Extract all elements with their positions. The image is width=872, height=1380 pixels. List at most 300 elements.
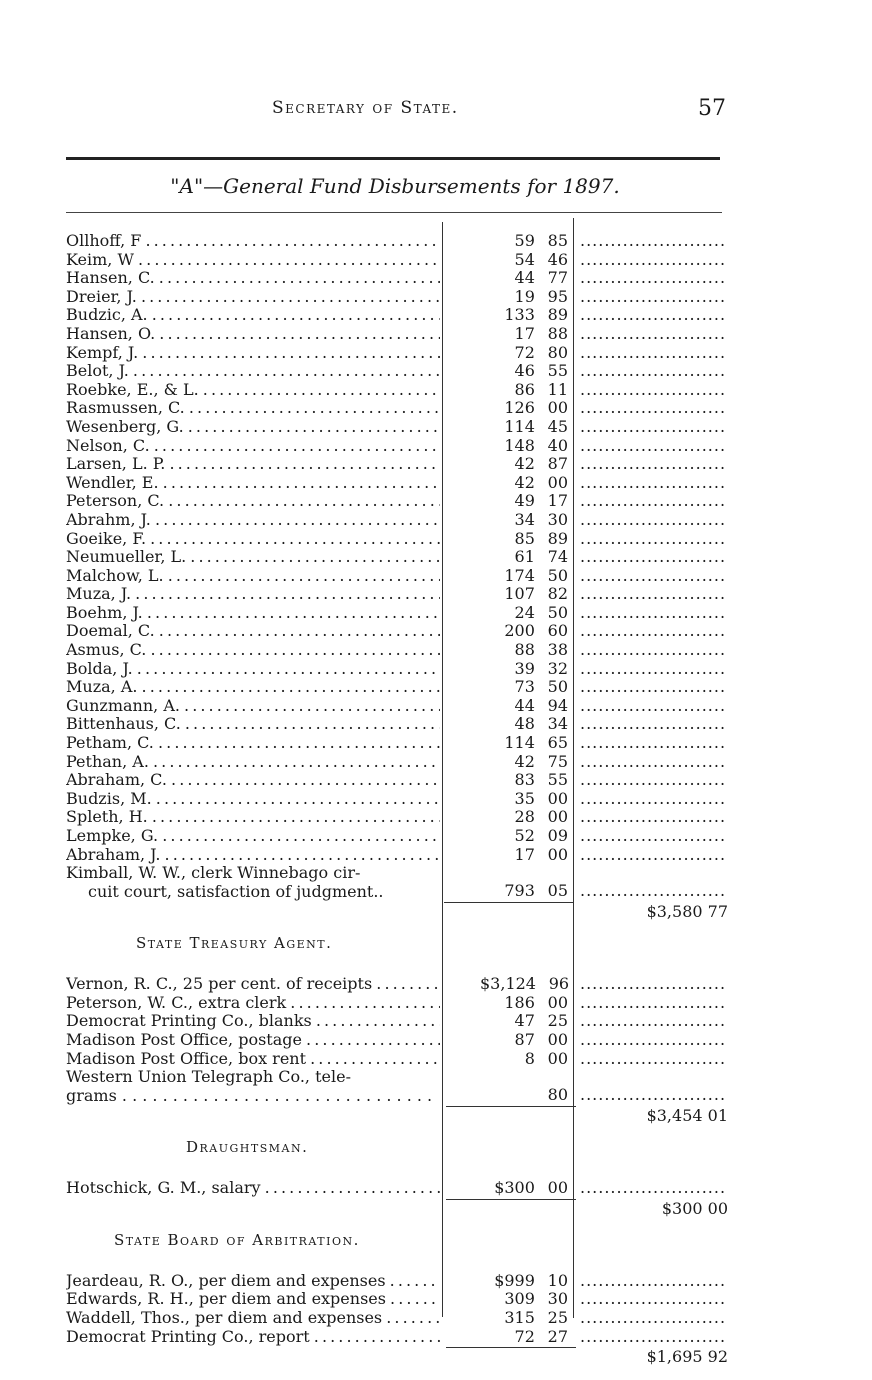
row-amount: [480, 697, 568, 716]
row-name: Hansen, C. . . .: [66, 269, 440, 288]
amount-dollars: 85: [514, 528, 535, 548]
row-name: Kimball, W. W., clerk Winnebago cir- cuit court, satisfaction of judgment..: [66, 864, 440, 901]
row-amount: [480, 622, 568, 641]
leader-dots: [580, 437, 725, 456]
amount-cents: 11: [547, 379, 568, 399]
amount-dollars: 315: [504, 1307, 535, 1327]
row-name: Gunzmann, A. . . .: [66, 697, 440, 716]
amount-dollars: 34: [514, 509, 535, 529]
amount-dollars: 88: [514, 640, 535, 660]
amount-cents: 74: [547, 547, 568, 567]
subtotal-rule: [446, 1199, 576, 1200]
leader-dots: [580, 288, 725, 307]
amount-cents: 09: [547, 826, 568, 845]
amount-cents: 77: [547, 268, 568, 288]
amount-dollars: 48: [514, 714, 535, 734]
row-name: Hansen, O. . . .: [66, 325, 440, 344]
amount-cents: 85: [547, 231, 568, 250]
row-amount: [480, 715, 568, 734]
amount-dollars: 54: [514, 249, 535, 269]
row-name: Ollhoff, F . . .: [66, 232, 440, 251]
amount-cents: 30: [547, 1289, 568, 1309]
table-row: [66, 399, 736, 418]
amount-dollars: 200: [504, 621, 535, 641]
row-name-line: Western Union Telegraph Co., tele-: [66, 1068, 351, 1087]
row-name: Abrahm, J. . . .: [66, 511, 440, 530]
table-row: [66, 232, 736, 251]
amount-dollars: 87: [514, 1029, 535, 1049]
subtotal-amount: $3,454 01: [646, 1106, 728, 1126]
amount-cents: 50: [547, 565, 568, 585]
leader-dots: [580, 344, 725, 363]
table-row: [66, 325, 736, 344]
leader-dots: [580, 697, 725, 716]
row-amount: [480, 846, 568, 865]
row-name: Wesenberg, G. . . .: [66, 418, 440, 437]
amount-cents: 00: [547, 788, 568, 808]
amount-cents: 10: [547, 1270, 568, 1290]
leader-dots: [580, 846, 725, 865]
amount-dollars: 19: [514, 286, 535, 306]
amount-cents: 40: [547, 435, 568, 455]
row-amount: [480, 1179, 568, 1198]
row-name: Edwards, R. H., per diem and expenses . . .: [66, 1290, 440, 1309]
table-row: [66, 975, 736, 994]
row-amount: [480, 827, 568, 846]
amount-cents: 25: [547, 1011, 568, 1031]
leader-dots: [580, 790, 725, 809]
table-row: [66, 511, 736, 530]
amount-dollars: 107: [504, 584, 535, 604]
amount-cents: 30: [547, 509, 568, 529]
amount-dollars: 793: [504, 881, 535, 901]
table-row: [66, 808, 736, 827]
table-row: [66, 1031, 736, 1050]
row-amount: [480, 1086, 568, 1105]
amount-cents: 80: [547, 342, 568, 362]
amount-dollars: 72: [514, 342, 535, 362]
table-row: [66, 530, 736, 549]
row-name: Budzis, M. . . .: [66, 790, 440, 809]
table-row: [66, 715, 736, 734]
leader-dots: [580, 808, 725, 827]
table-row: [66, 1328, 736, 1347]
amount-cents: 17: [547, 491, 568, 511]
row-name-line: cuit court, satisfaction of judgment: [88, 881, 374, 901]
disbursement-table: [66, 232, 736, 1368]
leader-dots: [580, 1328, 725, 1347]
table-row: [66, 492, 736, 511]
section-heading: Draughtsman.: [186, 1138, 309, 1157]
amount-dollars: 73: [514, 677, 535, 697]
row-amount: [480, 492, 568, 511]
leader-dots: [580, 269, 725, 288]
row-name: Bittenhaus, C. . . .: [66, 715, 440, 734]
subtotal-rule: [446, 1106, 576, 1107]
leader-dots: [580, 660, 725, 679]
row-name: Roebke, E., & L. . . .: [66, 381, 440, 400]
row-amount: [480, 288, 568, 307]
row-name: Abraham, C. . . .: [66, 771, 440, 790]
leader-dots: [580, 715, 725, 734]
table-row: [66, 641, 736, 660]
table-row: [66, 697, 736, 716]
row-amount: [480, 437, 568, 456]
row-amount: [480, 1050, 568, 1069]
leader-dots: [580, 381, 725, 400]
row-amount: [480, 567, 568, 586]
row-name-line: grams: [66, 1085, 117, 1105]
row-name-line: Kimball, W. W., clerk Winnebago cir-: [66, 864, 361, 883]
row-name: Rasmussen, C. . . .: [66, 399, 440, 418]
row-amount: [480, 994, 568, 1013]
amount-dollars: 17: [514, 323, 535, 343]
leader-dots: [580, 771, 725, 790]
amount-cents: 75: [547, 751, 568, 771]
page-number: 57: [698, 96, 726, 121]
leader-dots: [580, 678, 725, 697]
amount-dollars: $3,124: [480, 974, 536, 994]
header-rule: [66, 157, 720, 160]
table-row: [66, 288, 736, 307]
table-row: [66, 1179, 736, 1198]
row-amount: [480, 418, 568, 437]
amount-cents: 34: [547, 714, 568, 734]
board-of-arbitration-group: [66, 1272, 736, 1346]
amount-cents: 38: [547, 640, 568, 660]
leader-dots: [580, 753, 725, 772]
row-name: Western Union Telegraph Co., tele- grams . . . . . . . . . . . . . . . . . . . . . . . . . . . . . . .: [66, 1068, 440, 1105]
amount-cents: 00: [547, 844, 568, 864]
amount-dollars: 86: [514, 379, 535, 399]
table-row: [66, 678, 736, 697]
table-row: [66, 790, 736, 809]
amount-cents: 45: [547, 416, 568, 436]
leader-dots: [580, 604, 725, 623]
leader-dots: [580, 1272, 725, 1291]
row-name: Goeike, F. . . .: [66, 530, 440, 549]
subtotal-amount: $1,695 92: [646, 1347, 728, 1367]
table-row: [66, 1290, 736, 1309]
amount-cents: 00: [547, 992, 568, 1012]
leader-dots: [580, 455, 725, 474]
row-amount: [480, 660, 568, 679]
row-name: Muza, A. . . .: [66, 678, 440, 697]
row-name: Lempke, G. . . .: [66, 827, 440, 846]
amount-dollars: 28: [514, 807, 535, 827]
table-row: [66, 269, 736, 288]
row-amount: [480, 1012, 568, 1031]
table-row: [66, 548, 736, 567]
row-name: Petham, C. . . .: [66, 734, 440, 753]
row-amount: [480, 251, 568, 270]
row-amount: [480, 1309, 568, 1328]
leader-dots: [580, 548, 725, 567]
row-name: Waddell, Thos., per diem and expenses . . .: [66, 1309, 440, 1328]
amount-cents: 88: [547, 323, 568, 343]
amount-cents: 25: [547, 1307, 568, 1327]
row-amount: [480, 511, 568, 530]
row-name: Bolda, J. . . .: [66, 660, 440, 679]
amount-cents: 55: [547, 770, 568, 790]
amount-cents: 00: [547, 472, 568, 492]
amount-cents: 89: [547, 305, 568, 325]
table-row: [66, 1012, 736, 1031]
amount-dollars: 61: [514, 547, 535, 567]
leader-dots: [580, 325, 725, 344]
row-amount: [480, 1031, 568, 1050]
amount-cents: 80: [547, 1085, 568, 1105]
table-row: [66, 660, 736, 679]
table-row: [66, 306, 736, 325]
row-name: Muza, J. . . .: [66, 585, 440, 604]
amount-dollars: 126: [504, 398, 535, 418]
row-amount: [480, 381, 568, 400]
amount-dollars: 24: [514, 602, 535, 622]
row-name: Peterson, W. C., extra clerk . . .: [66, 994, 440, 1013]
table-row: [66, 604, 736, 623]
amount-cents: 00: [547, 807, 568, 827]
leader-dots: [580, 251, 725, 270]
amount-cents: 94: [547, 695, 568, 715]
table-row: [66, 1068, 736, 1105]
row-name: Belot, J. . . .: [66, 362, 440, 381]
amount-cents: 60: [547, 621, 568, 641]
amount-dollars: $300: [494, 1178, 535, 1198]
amount-dollars: 39: [514, 658, 535, 678]
row-name: Madison Post Office, postage . . .: [66, 1031, 440, 1050]
leader-dots: [580, 882, 725, 901]
general-group: [66, 232, 736, 864]
treasury-agent-group: [66, 975, 736, 1068]
row-amount: [480, 548, 568, 567]
leader-dots: [580, 975, 725, 994]
row-amount: [480, 474, 568, 493]
row-name: Budzic, A. . . .: [66, 306, 440, 325]
leader-dots: [580, 1012, 725, 1031]
amount-dollars: 309: [504, 1289, 535, 1309]
row-amount: [480, 362, 568, 381]
table-row: [66, 1272, 736, 1291]
table-row: [66, 771, 736, 790]
row-name: Asmus, C. . . .: [66, 641, 440, 660]
amount-dollars: 35: [514, 788, 535, 808]
amount-dollars: 133: [504, 305, 535, 325]
row-amount: [480, 325, 568, 344]
leader-dots: [580, 232, 725, 251]
row-name: Dreier, J. . . .: [66, 288, 440, 307]
row-amount: [480, 530, 568, 549]
amount-dollars: 114: [504, 733, 535, 753]
table-row: [66, 585, 736, 604]
row-name: Hotschick, G. M., salary . . .: [66, 1179, 440, 1198]
leader-dots: [580, 585, 725, 604]
table-row: [66, 1050, 736, 1069]
row-amount: [480, 399, 568, 418]
table-row: [66, 474, 736, 493]
table-row: [66, 753, 736, 772]
row-name: Vernon, R. C., 25 per cent. of receipts . . .: [66, 975, 440, 994]
row-name: Jeardeau, R. O., per diem and expenses . . .: [66, 1272, 440, 1291]
row-name: Nelson, C. . . .: [66, 437, 440, 456]
table-row: [66, 827, 736, 846]
row-amount: [480, 604, 568, 623]
amount-dollars: 44: [514, 268, 535, 288]
table-row: [66, 362, 736, 381]
row-amount: [480, 1272, 568, 1291]
amount-cents: 89: [547, 528, 568, 548]
amount-cents: 65: [547, 733, 568, 753]
row-amount: [480, 771, 568, 790]
leader-dots: [580, 530, 725, 549]
leader-dots: [580, 418, 725, 437]
section-heading: State Board of Arbitration.: [114, 1230, 360, 1249]
row-name: Spleth, H. . . .: [66, 808, 440, 827]
amount-cents: 87: [547, 454, 568, 474]
leader-dots: [580, 567, 725, 586]
subtotal-row: [66, 1198, 736, 1220]
row-amount: [480, 1328, 568, 1347]
table-title: "A"—General Fund Disbursements for 1897.: [170, 174, 620, 198]
draughtsman-group: [66, 1179, 736, 1198]
leader-dots: [580, 1086, 725, 1105]
amount-dollars: 8: [524, 1048, 535, 1068]
row-name: Madison Post Office, box rent . . .: [66, 1050, 440, 1069]
amount-dollars: 17: [514, 844, 535, 864]
amount-dollars: 46: [514, 361, 535, 381]
amount-dollars: 42: [514, 454, 535, 474]
table-row: [66, 251, 736, 270]
table-row: [66, 734, 736, 753]
leader-dots: [580, 1031, 725, 1050]
amount-cents: 00: [547, 1178, 568, 1198]
amount-dollars: 114: [504, 416, 535, 436]
row-name: Democrat Printing Co., report . . .: [66, 1328, 440, 1347]
row-amount: [480, 734, 568, 753]
amount-dollars: 42: [514, 751, 535, 771]
row-name: Peterson, C. . . .: [66, 492, 440, 511]
leader-dots: [580, 641, 725, 660]
table-row: [66, 846, 736, 865]
subtotal-rule: [446, 1347, 576, 1348]
subtotal-amount: $3,580 77: [646, 902, 728, 922]
row-name: Keim, W . . .: [66, 251, 440, 270]
row-name: Larsen, L. P. . . .: [66, 455, 440, 474]
amount-dollars: 83: [514, 770, 535, 790]
leader-dots: [580, 306, 725, 325]
table-row: [66, 381, 736, 400]
amount-cents: 96: [548, 974, 570, 994]
amount-dollars: 72: [514, 1326, 535, 1346]
amount-cents: 50: [547, 602, 568, 622]
leader-dots: [580, 1290, 725, 1309]
amount-dollars: 174: [504, 565, 535, 585]
amount-dollars: 44: [514, 695, 535, 715]
leader-dots: [580, 399, 725, 418]
subtotal-rule: [444, 902, 574, 903]
row-name: Doemal, C. . . .: [66, 622, 440, 641]
amount-dollars: 148: [504, 435, 535, 455]
table-row: [66, 567, 736, 586]
row-amount: [480, 232, 568, 251]
amount-cents: 00: [547, 1048, 568, 1068]
amount-dollars: $999: [494, 1270, 535, 1290]
table-row: [66, 344, 736, 363]
table-row: [66, 1309, 736, 1328]
amount-cents: 00: [547, 398, 568, 418]
amount-cents: 27: [547, 1326, 568, 1346]
row-amount: [480, 344, 568, 363]
row-amount: [480, 790, 568, 809]
row-amount: [480, 641, 568, 660]
row-amount: [480, 585, 568, 604]
running-head: Secretary of State.: [272, 98, 459, 118]
leader-dots: [580, 994, 725, 1013]
section-heading: State Treasury Agent.: [136, 934, 333, 953]
row-amount: [480, 306, 568, 325]
amount-dollars: 59: [514, 231, 535, 250]
amount-dollars: 47: [514, 1011, 535, 1031]
subtotal-row: [66, 1346, 736, 1368]
amount-cents: 46: [547, 249, 568, 269]
row-name: Malchow, L. . . .: [66, 567, 440, 586]
leader-dots: [580, 1309, 725, 1328]
amount-dollars: 49: [514, 491, 535, 511]
row-amount: [480, 882, 568, 901]
row-name: Neumueller, L. . . .: [66, 548, 440, 567]
table-row: [66, 418, 736, 437]
row-name: Democrat Printing Co., blanks . . .: [66, 1012, 440, 1031]
row-name: Wendler, E. . . .: [66, 474, 440, 493]
amount-dollars: 186: [504, 992, 535, 1012]
leader-dots: [580, 734, 725, 753]
leader-dots: [580, 827, 725, 846]
row-amount: [480, 269, 568, 288]
title-rule: [66, 212, 722, 213]
row-name: Kempf, J. . . .: [66, 344, 440, 363]
row-name: Pethan, A. . . .: [66, 753, 440, 772]
amount-cents: 05: [547, 881, 568, 901]
amount-cents: 50: [547, 677, 568, 697]
amount-dollars: 42: [514, 472, 535, 492]
row-amount: [480, 753, 568, 772]
table-row: [66, 994, 736, 1013]
subtotal-row: [66, 901, 736, 923]
row-amount: [480, 1290, 568, 1309]
amount-cents: 55: [547, 361, 568, 381]
table-row: [66, 437, 736, 456]
row-amount: [480, 808, 568, 827]
amount-dollars: 52: [514, 826, 535, 845]
table-row: [66, 864, 736, 901]
subtotal-amount: $300 00: [661, 1198, 728, 1218]
leader-dots: [580, 492, 725, 511]
leader-dots: [580, 474, 725, 493]
leader-dots: [580, 1179, 725, 1198]
leader-dots: [580, 362, 725, 381]
subtotal-row: [66, 1105, 736, 1127]
amount-cents: 95: [547, 286, 568, 306]
row-amount: [480, 975, 568, 994]
leader-dots: [580, 511, 725, 530]
amount-cents: 00: [547, 1029, 568, 1049]
table-row: [66, 622, 736, 641]
row-amount: [480, 678, 568, 697]
leader-dots: [580, 1050, 725, 1069]
table-row: [66, 455, 736, 474]
amount-cents: 32: [547, 658, 568, 678]
row-name: Boehm, J. . . .: [66, 604, 440, 623]
